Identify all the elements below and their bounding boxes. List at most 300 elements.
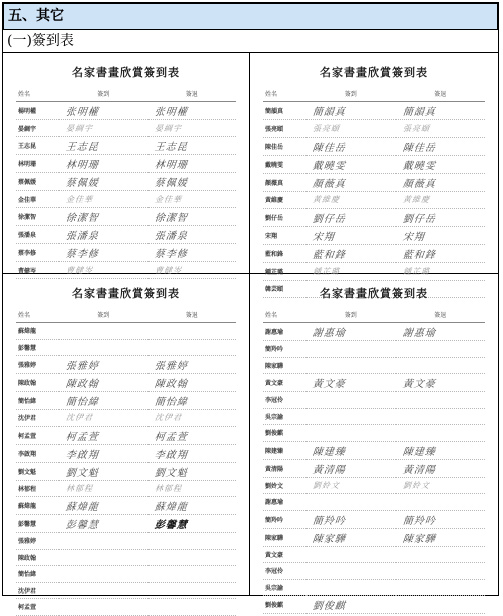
table-row xyxy=(16,244,236,262)
table-row xyxy=(263,120,485,138)
sign-out-cell xyxy=(148,426,237,444)
sign-out-cell xyxy=(396,494,486,511)
sign-in-cell xyxy=(306,357,396,374)
attendee-name: 張雅婷 xyxy=(16,356,59,374)
handwritten-signature: 张明權 xyxy=(65,107,100,118)
attendee-name: 沈伊君 xyxy=(16,410,59,427)
attendee-name: 張亮頤 xyxy=(263,120,306,138)
sign-out-cell xyxy=(396,477,486,494)
sign-in-cell xyxy=(306,341,396,358)
sign-in-cell xyxy=(59,323,148,340)
table-row xyxy=(263,357,485,374)
handwritten-signature: 張亮頤 xyxy=(402,123,430,133)
attendee-name: 徐潔智 xyxy=(16,208,59,226)
handwritten-signature: 张明權 xyxy=(153,107,188,118)
sign-out-cell xyxy=(148,102,237,120)
handwritten-signature: 宋翔 xyxy=(401,232,425,243)
sign-in-cell xyxy=(59,356,148,374)
table-row xyxy=(263,494,485,511)
handwritten-signature: 劉仔岳 xyxy=(401,214,436,225)
sign-out-cell xyxy=(148,374,237,392)
sign-in-cell xyxy=(306,392,396,409)
attendee-name: 林明珊 xyxy=(16,155,59,173)
column-header: 姓名 xyxy=(263,307,306,323)
sign-in-cell xyxy=(59,599,148,616)
handwritten-signature: 戴曉雯 xyxy=(401,160,436,172)
attendee-name: 陳家驊 xyxy=(263,357,306,374)
attendee-name: 彭馨慧 xyxy=(16,515,59,533)
attendee-name: 謝惠瑜 xyxy=(263,494,306,511)
attendee-name: 張雅婷 xyxy=(16,533,59,550)
table-row xyxy=(263,102,485,120)
handwritten-signature: 鍾芷璐 xyxy=(312,266,341,276)
sign-out-cell xyxy=(148,566,237,583)
sign-out-cell xyxy=(396,191,486,209)
handwritten-signature: 劉仔岳 xyxy=(312,214,347,225)
sign-out-cell xyxy=(148,497,237,515)
handwritten-signature: 戴曉雯 xyxy=(312,160,347,172)
sign-in-cell xyxy=(59,226,148,244)
table-row xyxy=(16,120,236,137)
column-header: 姓名 xyxy=(16,307,59,323)
sign-in-cell xyxy=(59,410,148,427)
handwritten-signature: 黃文豪 xyxy=(401,379,436,390)
sign-out-cell xyxy=(148,120,237,137)
sign-out-cell xyxy=(148,244,237,262)
table-row xyxy=(16,208,236,226)
sign-out-cell xyxy=(396,102,486,120)
handwritten-signature: 張潘泉 xyxy=(65,231,100,242)
handwritten-signature: 沈伊君 xyxy=(154,413,182,423)
handwritten-signature: 黃維慶 xyxy=(312,195,341,205)
sign-in-cell xyxy=(306,245,396,263)
sign-in-cell xyxy=(306,425,396,442)
sign-out-cell xyxy=(396,392,486,409)
table-row xyxy=(263,374,485,392)
handwritten-signature: 沈伊君 xyxy=(65,413,94,423)
sign-in-cell xyxy=(59,462,148,480)
column-header: 簽到 xyxy=(59,307,148,323)
sign-in-cell xyxy=(306,528,396,546)
column-header: 簽退 xyxy=(396,307,486,323)
column-header: 簽到 xyxy=(59,86,148,102)
handwritten-signature: 曹健岑 xyxy=(154,265,182,275)
section-title: 五、其它 xyxy=(3,3,498,30)
subsection-title: (一)簽到表 xyxy=(3,31,498,53)
column-header: 簽退 xyxy=(396,86,486,102)
sign-in-cell xyxy=(306,510,396,528)
handwritten-signature: 蘇煒龍 xyxy=(65,502,100,513)
handwritten-signature: 李啟翔 xyxy=(65,449,100,461)
table-row xyxy=(16,155,236,173)
sign-out-cell xyxy=(396,596,486,614)
attendee-name: 簡怡緯 xyxy=(16,566,59,583)
sign-in-cell xyxy=(306,191,396,209)
sign-out-cell xyxy=(148,191,237,208)
signin-table xyxy=(263,86,485,298)
table-row xyxy=(16,102,236,120)
attendee-name: 林郁程 xyxy=(16,480,59,497)
attendee-name: 黃清陽 xyxy=(263,459,306,477)
attendee-name: 晏綢宇 xyxy=(16,120,59,137)
handwritten-signature: 晏綢宇 xyxy=(65,123,94,133)
handwritten-signature: 蔡佩媛 xyxy=(153,178,188,189)
sheet-title: 名家書畫欣賞簽到表 xyxy=(72,66,180,79)
sign-in-cell xyxy=(59,244,148,262)
sign-out-cell xyxy=(148,599,237,616)
handwritten-signature: 李啟翔 xyxy=(153,449,188,461)
table-row xyxy=(16,137,236,155)
attendee-name: 蔡李修 xyxy=(16,244,59,262)
table-row xyxy=(16,374,236,392)
table-row xyxy=(16,339,236,356)
attendee-name: 蘇煒龍 xyxy=(16,323,59,340)
grid-divider-vertical xyxy=(249,53,250,596)
sign-in-cell xyxy=(306,546,396,563)
table-row xyxy=(16,566,236,583)
sign-in-cell xyxy=(59,155,148,173)
sign-out-cell xyxy=(396,374,486,392)
handwritten-signature: 陳佳岳 xyxy=(312,142,347,154)
handwritten-signature: 蔡李修 xyxy=(65,249,100,260)
sign-out-cell xyxy=(396,137,486,155)
table-row xyxy=(16,426,236,444)
sign-in-cell xyxy=(59,515,148,533)
sign-in-cell xyxy=(59,533,148,550)
handwritten-signature: 藍和鋒 xyxy=(401,250,436,261)
table-row xyxy=(16,497,236,515)
sign-out-cell xyxy=(148,410,237,427)
sign-out-cell xyxy=(396,546,486,563)
handwritten-signature: 王志昆 xyxy=(65,142,100,153)
table-row xyxy=(16,533,236,550)
attendee-name: 謝惠瑜 xyxy=(263,323,306,341)
handwritten-signature: 陳建臻 xyxy=(312,446,347,458)
attendee-name: 黃文豪 xyxy=(263,374,306,392)
attendee-name: 張潘泉 xyxy=(16,226,59,244)
attendee-name: 蔡佩媛 xyxy=(16,173,59,191)
handwritten-signature: 陳政翰 xyxy=(153,379,188,390)
sign-out-cell xyxy=(396,173,486,191)
attendee-name: 戴曉雯 xyxy=(263,155,306,173)
sign-out-cell xyxy=(396,155,486,173)
handwritten-signature: 晏綢宇 xyxy=(154,123,182,133)
signin-table xyxy=(16,307,236,616)
attendee-name: 陳家驊 xyxy=(263,528,306,546)
sign-in-cell xyxy=(306,477,396,494)
sign-out-cell xyxy=(148,515,237,533)
handwritten-signature: 簡怡緯 xyxy=(153,397,188,408)
sign-out-cell xyxy=(148,137,237,155)
handwritten-signature: 黃清陽 xyxy=(401,464,436,476)
attendee-name: 蘇煒龍 xyxy=(16,497,59,515)
signin-sheet-1 xyxy=(4,54,248,275)
table-row xyxy=(16,173,236,191)
signin-sheet-2 xyxy=(251,54,497,294)
column-header: 簽退 xyxy=(148,86,237,102)
sign-in-cell xyxy=(59,102,148,120)
sheet-title: 名家書畫欣賞簽到表 xyxy=(320,66,428,79)
sign-out-cell xyxy=(396,510,486,528)
table-row xyxy=(263,510,485,528)
sign-in-cell xyxy=(306,173,396,191)
sign-in-cell xyxy=(306,579,396,596)
sign-in-cell xyxy=(59,480,148,497)
attendee-name: 黃維慶 xyxy=(263,191,306,209)
handwritten-signature: 簡韻真 xyxy=(401,107,436,118)
table-row xyxy=(263,425,485,442)
handwritten-signature: 張潘泉 xyxy=(153,231,188,242)
table-row xyxy=(263,341,485,358)
handwritten-signature: 陳建臻 xyxy=(401,446,436,458)
attendee-name: 簡羚吟 xyxy=(263,341,306,358)
attendee-name: 金佳華 xyxy=(16,191,59,208)
sign-out-cell xyxy=(396,357,486,374)
sign-in-cell xyxy=(59,120,148,137)
handwritten-signature: 劉姈文 xyxy=(402,480,430,490)
signin-sheet-4 xyxy=(251,275,497,612)
attendee-name: 柯孟萱 xyxy=(16,599,59,616)
sign-in-cell xyxy=(306,137,396,155)
signin-table xyxy=(263,307,485,614)
handwritten-signature: 蘇煒龍 xyxy=(153,502,188,513)
handwritten-signature: 林郁程 xyxy=(65,483,94,493)
handwritten-signature: 劉文魁 xyxy=(153,467,188,479)
table-row xyxy=(263,459,485,477)
table-row xyxy=(263,477,485,494)
signin-table xyxy=(16,86,236,279)
handwritten-signature: 彭馨慧 xyxy=(153,520,188,531)
sign-in-cell xyxy=(306,209,396,227)
sign-in-cell xyxy=(59,208,148,226)
table-row xyxy=(263,137,485,155)
handwritten-signature: 簡羚吟 xyxy=(312,515,347,527)
table-row xyxy=(263,209,485,227)
handwritten-signature: 陳佳岳 xyxy=(401,142,436,154)
table-row xyxy=(16,515,236,533)
sign-out-cell xyxy=(148,462,237,480)
attendee-name: 彭馨慧 xyxy=(16,339,59,356)
handwritten-signature: 簡韻真 xyxy=(312,107,347,118)
sign-in-cell xyxy=(306,563,396,580)
attendee-name: 宋翔 xyxy=(263,227,306,245)
table-row xyxy=(263,579,485,596)
sign-in-cell xyxy=(306,408,396,425)
sign-in-cell xyxy=(306,596,396,614)
handwritten-signature: 黃維慶 xyxy=(402,195,430,205)
attendee-name: 劉姈文 xyxy=(263,477,306,494)
sign-out-cell xyxy=(148,480,237,497)
handwritten-signature: 陳家驊 xyxy=(312,533,347,545)
attendee-name: 李冠伶 xyxy=(263,392,306,409)
table-row xyxy=(263,392,485,409)
sign-out-cell xyxy=(396,323,486,341)
handwritten-signature: 張雅婷 xyxy=(65,361,100,372)
attendee-name: 簡怡緯 xyxy=(16,392,59,410)
table-row xyxy=(16,549,236,566)
table-row xyxy=(16,356,236,374)
handwritten-signature: 曹健岑 xyxy=(65,265,94,275)
handwritten-signature: 謝惠瑜 xyxy=(312,328,347,339)
table-row xyxy=(263,245,485,263)
table-row xyxy=(263,408,485,425)
column-header: 簽到 xyxy=(306,307,396,323)
sign-out-cell xyxy=(396,341,486,358)
column-header: 姓名 xyxy=(16,86,59,102)
attendee-name: 李冠伶 xyxy=(263,563,306,580)
table-row xyxy=(16,410,236,427)
column-header: 簽退 xyxy=(148,307,237,323)
table-row xyxy=(263,563,485,580)
column-header: 簽到 xyxy=(306,86,396,102)
table-row xyxy=(16,599,236,616)
attendee-name: 劉俊麒 xyxy=(263,596,306,614)
sheet-title: 名家書畫欣賞簽到表 xyxy=(320,287,428,300)
sign-out-cell xyxy=(148,208,237,226)
sign-out-cell xyxy=(148,155,237,173)
attendee-name: 吳宗諭 xyxy=(263,579,306,596)
handwritten-signature: 陳家驊 xyxy=(401,533,436,545)
sign-out-cell xyxy=(396,209,486,227)
sign-out-cell xyxy=(148,226,237,244)
handwritten-signature: 林明珊 xyxy=(65,160,100,171)
table-row xyxy=(16,323,236,340)
column-header: 姓名 xyxy=(263,86,306,102)
handwritten-signature: 張雅婷 xyxy=(153,361,188,372)
attendee-name: 陳政翰 xyxy=(16,374,59,392)
attendee-name: 楊明權 xyxy=(16,102,59,120)
attendee-name: 陳建臻 xyxy=(263,441,306,459)
handwritten-signature: 金佳華 xyxy=(65,194,94,204)
sheet-title: 名家書畫欣賞簽到表 xyxy=(72,287,180,300)
handwritten-signature: 黃清陽 xyxy=(312,464,347,476)
attendee-name: 李啟翔 xyxy=(16,444,59,462)
table-row xyxy=(263,155,485,173)
table-row xyxy=(16,480,236,497)
attendee-name: 劉仔岳 xyxy=(263,209,306,227)
sign-out-cell xyxy=(396,120,486,138)
sign-out-cell xyxy=(396,227,486,245)
attendee-name: 王志昆 xyxy=(16,137,59,155)
handwritten-signature: 陳政翰 xyxy=(65,379,100,390)
sign-in-cell xyxy=(59,426,148,444)
sign-in-cell xyxy=(59,549,148,566)
sign-out-cell xyxy=(396,425,486,442)
handwritten-signature: 劉姈文 xyxy=(312,480,341,490)
handwritten-signature: 顏薇真 xyxy=(401,178,436,190)
attendee-name: 簡韻真 xyxy=(263,102,306,120)
sign-out-cell xyxy=(148,392,237,410)
handwritten-signature: 簡怡緯 xyxy=(65,397,100,408)
sign-out-cell xyxy=(396,563,486,580)
handwritten-signature: 徐潔智 xyxy=(65,213,100,224)
sign-out-cell xyxy=(396,579,486,596)
table-row xyxy=(263,173,485,191)
sign-in-cell xyxy=(59,191,148,208)
attendee-name: 鍾芷璐 xyxy=(263,263,306,281)
handwritten-signature: 簡羚吟 xyxy=(401,515,436,527)
sign-in-cell xyxy=(306,441,396,459)
table-row xyxy=(263,546,485,563)
attendee-name: 劉文魁 xyxy=(16,462,59,480)
attendee-name: 柯孟萱 xyxy=(16,426,59,444)
sign-in-cell xyxy=(306,494,396,511)
handwritten-signature: 蔡佩媛 xyxy=(65,178,100,189)
table-row xyxy=(16,462,236,480)
handwritten-signature: 蔡李修 xyxy=(153,249,188,260)
table-row xyxy=(263,227,485,245)
sign-out-cell xyxy=(148,444,237,462)
attendee-name: 陳政翰 xyxy=(16,549,59,566)
sign-in-cell xyxy=(59,444,148,462)
attendee-name: 簡羚吟 xyxy=(263,510,306,528)
handwritten-signature: 鍾芷璐 xyxy=(402,266,430,276)
attendee-name: 藍和鋒 xyxy=(263,245,306,263)
handwritten-signature: 彭馨慧 xyxy=(65,520,100,531)
attendee-name: 韓芸頤 xyxy=(263,280,306,298)
handwritten-signature: 王志昆 xyxy=(153,142,188,153)
handwritten-signature: 柯孟萱 xyxy=(153,431,188,443)
sign-in-cell xyxy=(59,173,148,191)
table-row xyxy=(263,441,485,459)
sign-out-cell xyxy=(148,549,237,566)
handwritten-signature: 張亮頤 xyxy=(312,123,341,133)
handwritten-signature: 林郁程 xyxy=(154,483,182,493)
handwritten-signature: 顏薇真 xyxy=(312,178,347,190)
sign-in-cell xyxy=(306,155,396,173)
sign-out-cell xyxy=(396,441,486,459)
sign-out-cell xyxy=(148,323,237,340)
handwritten-signature: 謝惠瑜 xyxy=(401,328,436,339)
handwritten-signature: 金佳華 xyxy=(154,194,182,204)
attendee-name: 黃文豪 xyxy=(263,546,306,563)
handwritten-signature: 劉文魁 xyxy=(65,467,100,479)
sign-in-cell xyxy=(306,120,396,138)
table-row xyxy=(16,191,236,208)
sign-in-cell xyxy=(306,459,396,477)
sign-in-cell xyxy=(59,582,148,599)
table-row xyxy=(16,392,236,410)
sign-in-cell xyxy=(59,137,148,155)
sign-out-cell xyxy=(148,339,237,356)
sign-out-cell xyxy=(148,173,237,191)
sign-out-cell xyxy=(396,245,486,263)
sign-in-cell xyxy=(306,374,396,392)
handwritten-signature: 林明珊 xyxy=(153,160,188,171)
handwritten-signature: 柯孟萱 xyxy=(65,431,100,443)
attendee-name: 吳宗諭 xyxy=(263,408,306,425)
attendee-name: 顏薇真 xyxy=(263,173,306,191)
sign-out-cell xyxy=(148,582,237,599)
sign-in-cell xyxy=(59,497,148,515)
sign-in-cell xyxy=(59,339,148,356)
handwritten-signature: 徐潔智 xyxy=(153,213,188,224)
sign-out-cell xyxy=(396,459,486,477)
sign-in-cell xyxy=(306,227,396,245)
handwritten-signature: 藍和鋒 xyxy=(312,250,347,261)
handwritten-signature: 宋翔 xyxy=(312,232,336,243)
sign-in-cell xyxy=(59,392,148,410)
sign-in-cell xyxy=(306,323,396,341)
handwritten-signature: 劉俊麒 xyxy=(312,601,347,612)
signin-sheet-3 xyxy=(4,275,248,612)
attendee-name: 沈伊君 xyxy=(16,582,59,599)
sign-out-cell xyxy=(148,533,237,550)
attendee-name: 曹健岑 xyxy=(16,262,59,279)
table-row xyxy=(16,444,236,462)
sign-out-cell xyxy=(396,408,486,425)
sign-in-cell xyxy=(306,102,396,120)
